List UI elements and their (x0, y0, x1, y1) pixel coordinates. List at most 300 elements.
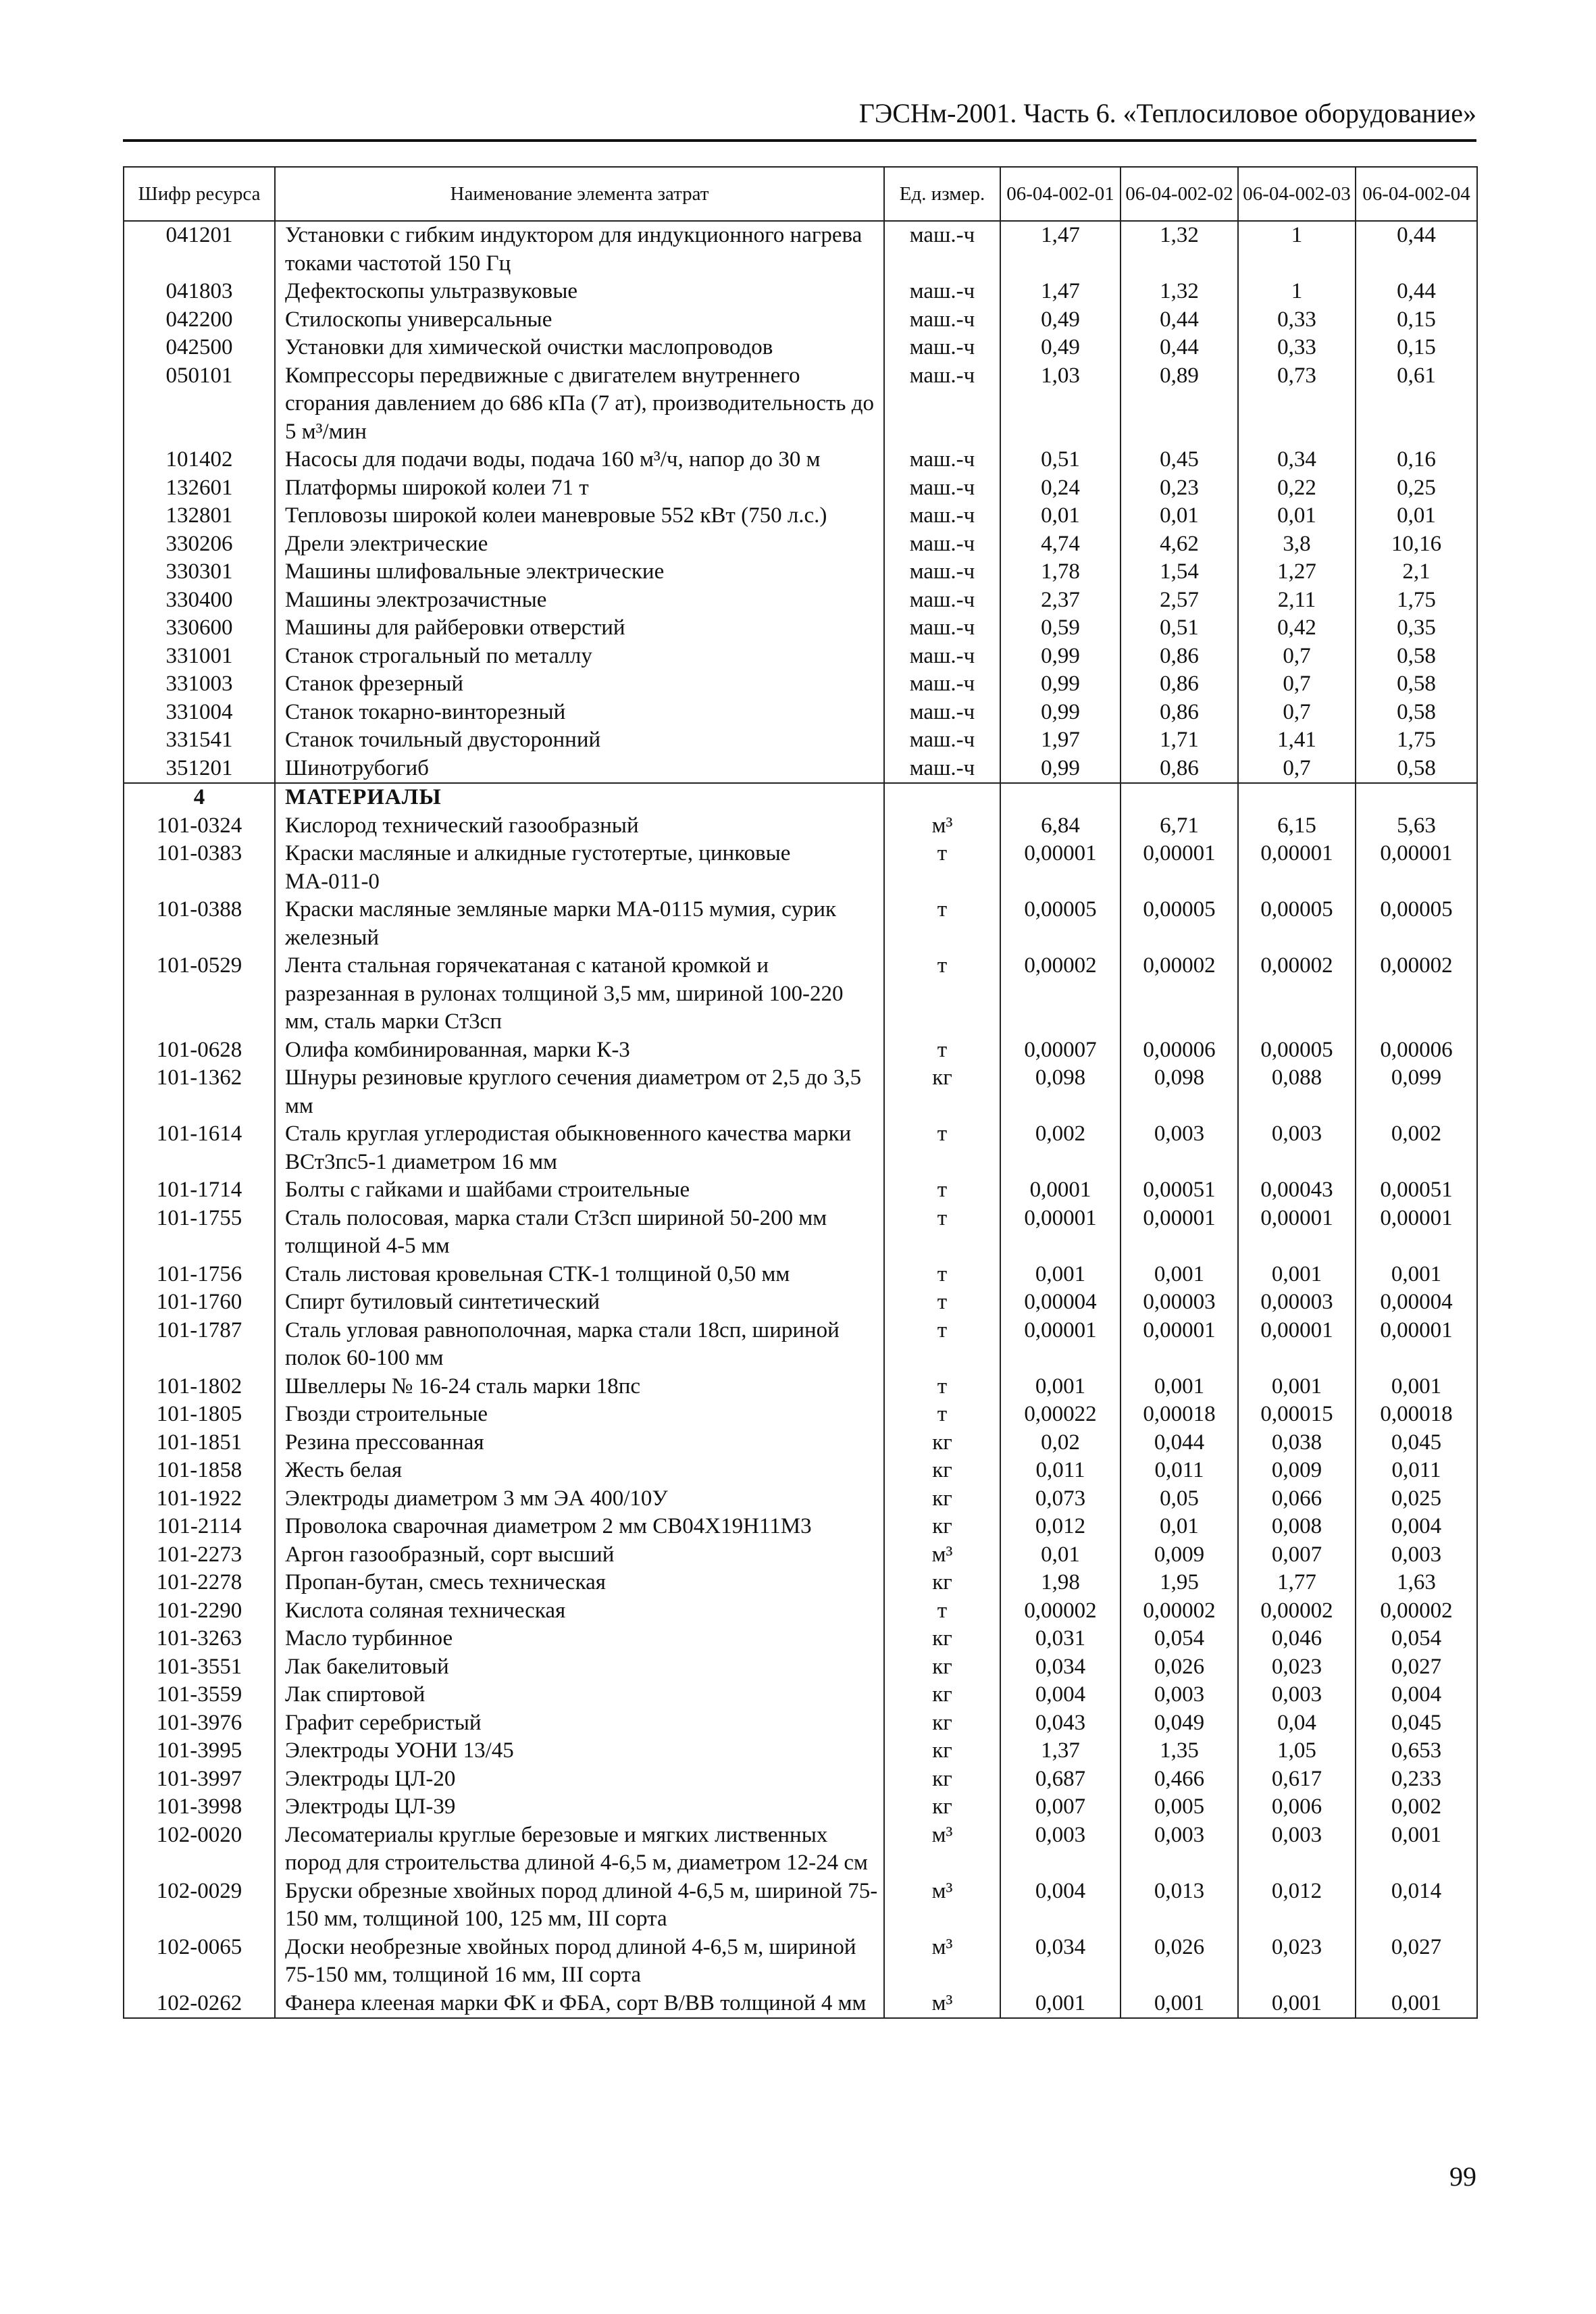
resource-name-cell: Электроды ЦЛ-39 (275, 1793, 884, 1821)
resource-name-cell: Станок точильный двусторонний (275, 726, 884, 755)
norm-value-cell: 0,00003 (1121, 1288, 1238, 1317)
unit-cell: м³ (884, 812, 1000, 840)
unit-cell: т (884, 1261, 1000, 1289)
norm-value-cell: 4,62 (1121, 530, 1238, 559)
norm-value-cell: 0,22 (1238, 474, 1356, 503)
norm-value-cell: 0,038 (1238, 1429, 1356, 1457)
column-header-norm-4: 06-04-002-04 (1356, 167, 1477, 221)
norm-value-cell: 0,00002 (1121, 952, 1238, 1036)
norm-value-cell: 0,00005 (1238, 896, 1356, 952)
resource-name-cell: Резина прессованная (275, 1429, 884, 1457)
unit-cell: кг (884, 1625, 1000, 1653)
resource-code-cell: 330301 (124, 558, 275, 586)
unit-cell: маш.-ч (884, 614, 1000, 643)
unit-cell: м³ (884, 1821, 1000, 1878)
table-row (124, 1064, 1477, 1120)
unit-cell: т (884, 1401, 1000, 1429)
resource-name-cell: Тепловозы широкой колеи маневровые 552 кВт (750 л.с.) (275, 502, 884, 530)
table-row (124, 1120, 1477, 1176)
table-row (124, 614, 1477, 643)
norm-value-cell: 6,71 (1121, 812, 1238, 840)
norm-value-cell: 10,16 (1356, 530, 1477, 559)
unit-cell: кг (884, 1765, 1000, 1794)
resource-name-cell: Швеллеры № 16-24 сталь марки 18пс (275, 1373, 884, 1401)
resource-code-cell: 050101 (124, 362, 275, 447)
table-row (124, 530, 1477, 559)
table-header-row (124, 167, 1477, 221)
norm-value-cell: 0,00001 (1238, 1205, 1356, 1261)
norm-value-cell: 0,001 (1000, 1373, 1121, 1401)
resource-code-cell: 102-0029 (124, 1878, 275, 1934)
norm-value-cell: 0,00051 (1121, 1176, 1238, 1205)
table-row (124, 446, 1477, 474)
norm-value-cell: 0,33 (1238, 306, 1356, 334)
norm-value-cell: 0,00002 (1238, 1597, 1356, 1626)
norm-value-cell: 5,63 (1356, 812, 1477, 840)
resource-name-cell: Установки для химической очистки маслопроводов (275, 334, 884, 362)
norm-value-cell: 0,003 (1121, 1821, 1238, 1878)
table-row (124, 1176, 1477, 1205)
norm-value-cell: 0,073 (1000, 1485, 1121, 1513)
norm-value-cell: 0,00001 (1000, 840, 1121, 896)
resource-code-cell: 041803 (124, 278, 275, 306)
norm-value-cell: 0,45 (1121, 446, 1238, 474)
norm-value-cell: 0,00001 (1356, 1205, 1477, 1261)
table-row (124, 840, 1477, 896)
norm-value-cell: 0,15 (1356, 334, 1477, 362)
norm-value-cell: 0,44 (1356, 221, 1477, 278)
norm-value-cell: 0,34 (1238, 446, 1356, 474)
norm-value-cell: 0,86 (1121, 670, 1238, 699)
norm-value-cell: 0,001 (1356, 1821, 1477, 1878)
norm-value-cell: 0,99 (1000, 670, 1121, 699)
norm-value-cell: 0,86 (1121, 643, 1238, 671)
resource-code-cell: 101-2290 (124, 1597, 275, 1626)
norm-value-cell: 0,088 (1238, 1064, 1356, 1120)
resource-name-cell: Дрели электрические (275, 530, 884, 559)
unit-cell: м³ (884, 1934, 1000, 1990)
unit-cell: маш.-ч (884, 446, 1000, 474)
unit-cell: кг (884, 1709, 1000, 1738)
norm-value-cell: 0,44 (1121, 334, 1238, 362)
norm-value-cell: 0,00007 (1000, 1036, 1121, 1065)
norm-value-cell: 0,42 (1238, 614, 1356, 643)
norm-value-cell: 0,00002 (1000, 952, 1121, 1036)
norm-value-cell: 0,003 (1238, 1821, 1356, 1878)
norm-value-cell: 1,98 (1000, 1569, 1121, 1597)
unit-cell: кг (884, 1513, 1000, 1541)
norm-value-cell: 0,04 (1238, 1709, 1356, 1738)
resource-code-cell: 101-0324 (124, 812, 275, 840)
resource-code-cell: 101-0628 (124, 1036, 275, 1065)
unit-cell: м³ (884, 1878, 1000, 1934)
table-row (124, 1821, 1477, 1878)
resource-name-cell: Насосы для подачи воды, подача 160 м³/ч, напор до 30 м (275, 446, 884, 474)
norm-value-cell: 0,012 (1238, 1878, 1356, 1934)
table-row (124, 1401, 1477, 1429)
unit-cell: маш.-ч (884, 474, 1000, 503)
norm-value-cell: 1,75 (1356, 586, 1477, 615)
norm-value-cell: 1,78 (1000, 558, 1121, 586)
unit-cell: кг (884, 1793, 1000, 1821)
norm-value-cell: 0,003 (1121, 1120, 1238, 1176)
table-row (124, 812, 1477, 840)
norm-value-cell: 0,86 (1121, 755, 1238, 784)
norm-value-cell: 0,002 (1356, 1120, 1477, 1176)
norm-value-cell: 0,00001 (1356, 840, 1477, 896)
norm-value-cell: 0,99 (1000, 699, 1121, 727)
norm-value-cell: 0,002 (1000, 1120, 1121, 1176)
resource-code-cell: 331003 (124, 670, 275, 699)
norm-value-cell: 0,034 (1000, 1653, 1121, 1682)
norm-value-cell: 0,00002 (1356, 1597, 1477, 1626)
norm-value-cell: 0,15 (1356, 306, 1477, 334)
norm-value-cell: 0,51 (1121, 614, 1238, 643)
norm-value-cell: 0,054 (1121, 1625, 1238, 1653)
unit-cell: маш.-ч (884, 643, 1000, 671)
norm-value-cell: 0,001 (1356, 1990, 1477, 2019)
resource-code-cell: 331541 (124, 726, 275, 755)
table-row (124, 643, 1477, 671)
norm-value-cell: 0,00006 (1121, 1036, 1238, 1065)
resource-code-cell: 101-1714 (124, 1176, 275, 1205)
norm-value-cell: 1,54 (1121, 558, 1238, 586)
norm-value-cell: 1,37 (1000, 1737, 1121, 1765)
norm-value-cell: 0,687 (1000, 1765, 1121, 1794)
norm-value-cell: 0,007 (1000, 1793, 1121, 1821)
norm-value-cell: 0,00005 (1238, 1036, 1356, 1065)
norm-value-cell: 0,00001 (1356, 1317, 1477, 1373)
norm-value-cell: 0,001 (1356, 1261, 1477, 1289)
resource-name-cell: Станок токарно-винторезный (275, 699, 884, 727)
unit-cell: маш.-ч (884, 502, 1000, 530)
resource-code-cell: 042500 (124, 334, 275, 362)
table-row (124, 1317, 1477, 1373)
norm-value-cell: 0,44 (1356, 278, 1477, 306)
norm-value-cell: 0,00001 (1121, 1317, 1238, 1373)
unit-cell: маш.-ч (884, 726, 1000, 755)
table-row (124, 502, 1477, 530)
norm-value-cell: 0,009 (1121, 1541, 1238, 1569)
norm-value-cell: 0,61 (1356, 362, 1477, 447)
norm-value-cell: 0,617 (1238, 1765, 1356, 1794)
resource-name-cell: Электроды диаметром 3 мм ЭА 400/10У (275, 1485, 884, 1513)
norm-value-cell: 0,35 (1356, 614, 1477, 643)
table-row (124, 1681, 1477, 1709)
norm-value-cell: 0,006 (1238, 1793, 1356, 1821)
unit-cell: маш.-ч (884, 278, 1000, 306)
norm-value-cell: 0,00005 (1000, 896, 1121, 952)
unit-cell: маш.-ч (884, 530, 1000, 559)
norm-value-cell: 0,58 (1356, 643, 1477, 671)
resource-name-cell: Болты с гайками и шайбами строительные (275, 1176, 884, 1205)
resource-code-cell: 101-0383 (124, 840, 275, 896)
table-row (124, 558, 1477, 586)
norm-value-cell: 0,004 (1000, 1878, 1121, 1934)
resource-code-cell: 330400 (124, 586, 275, 615)
unit-cell: т (884, 952, 1000, 1036)
table-row (124, 1765, 1477, 1794)
resource-name-cell: Электроды УОНИ 13/45 (275, 1737, 884, 1765)
resource-name-cell: Жесть белая (275, 1457, 884, 1485)
norm-value-cell: 0,001 (1121, 1261, 1238, 1289)
unit-cell: маш.-ч (884, 221, 1000, 278)
resource-name-cell: МАТЕРИАЛЫ (275, 783, 884, 812)
norm-value-cell: 0,001 (1238, 1261, 1356, 1289)
unit-cell: м³ (884, 1990, 1000, 2019)
unit-cell (884, 783, 1000, 812)
resource-name-cell: Сталь листовая кровельная СТК-1 толщиной 0,50 мм (275, 1261, 884, 1289)
resource-code-cell: 102-0020 (124, 1821, 275, 1878)
norm-value-cell: 0,009 (1238, 1457, 1356, 1485)
norm-value-cell: 0,00002 (1238, 952, 1356, 1036)
table-row (124, 1261, 1477, 1289)
table-row (124, 1878, 1477, 1934)
norm-value-cell: 0,003 (1238, 1120, 1356, 1176)
norm-value-cell: 0,01 (1121, 1513, 1238, 1541)
norm-value-cell: 0,003 (1121, 1681, 1238, 1709)
norm-value-cell: 0,7 (1238, 670, 1356, 699)
resource-name-cell: Станок строгальный по металлу (275, 643, 884, 671)
norm-value-cell: 6,84 (1000, 812, 1121, 840)
unit-cell: кг (884, 1457, 1000, 1485)
resource-code-cell: 101-2273 (124, 1541, 275, 1569)
resource-name-cell: Электроды ЦЛ-20 (275, 1765, 884, 1794)
norm-value-cell: 0,00015 (1238, 1401, 1356, 1429)
unit-cell: т (884, 1120, 1000, 1176)
norm-value-cell: 0,25 (1356, 474, 1477, 503)
norm-value-cell (1238, 783, 1356, 812)
resource-code-cell: 101-1805 (124, 1401, 275, 1429)
norm-value-cell: 1,71 (1121, 726, 1238, 755)
table-row (124, 1793, 1477, 1821)
norm-value-cell: 0,49 (1000, 334, 1121, 362)
norm-value-cell: 0,045 (1356, 1429, 1477, 1457)
resource-name-cell: Пропан-бутан, смесь техническая (275, 1569, 884, 1597)
resource-name-cell: Фанера клееная марки ФК и ФБА, сорт В/ВВ толщиной 4 мм (275, 1990, 884, 2019)
norm-value-cell: 0,027 (1356, 1934, 1477, 1990)
resource-name-cell: Сталь угловая равнополочная, марка стали 18сп, шириной полок 60-100 мм (275, 1317, 884, 1373)
resource-code-cell: 101-3995 (124, 1737, 275, 1765)
resource-code-cell: 042200 (124, 306, 275, 334)
resource-name-cell: Лак бакелитовый (275, 1653, 884, 1682)
norm-value-cell: 1,47 (1000, 278, 1121, 306)
norm-value-cell: 0,00001 (1238, 1317, 1356, 1373)
norm-value-cell: 0,00005 (1121, 896, 1238, 952)
norm-value-cell: 0,023 (1238, 1934, 1356, 1990)
norm-value-cell: 0,046 (1238, 1625, 1356, 1653)
norm-value-cell: 0,00043 (1238, 1176, 1356, 1205)
norm-value-cell: 0,00022 (1000, 1401, 1121, 1429)
table-row (124, 1709, 1477, 1738)
unit-cell: кг (884, 1569, 1000, 1597)
table-row (124, 1569, 1477, 1597)
resource-code-cell: 101-3976 (124, 1709, 275, 1738)
norm-value-cell: 0,027 (1356, 1653, 1477, 1682)
resource-code-cell: 101-1614 (124, 1120, 275, 1176)
norm-value-cell: 0,023 (1238, 1653, 1356, 1682)
norm-value-cell: 0,00001 (1238, 840, 1356, 896)
norm-value-cell: 0,005 (1121, 1793, 1238, 1821)
norm-value-cell: 0,00006 (1356, 1036, 1477, 1065)
resource-code-cell: 132801 (124, 502, 275, 530)
norm-value-cell: 0,00005 (1356, 896, 1477, 952)
resource-code-cell: 101-1922 (124, 1485, 275, 1513)
resource-code-cell: 101-3551 (124, 1653, 275, 1682)
norm-value-cell: 0,001 (1356, 1373, 1477, 1401)
resource-code-cell: 101-3998 (124, 1793, 275, 1821)
norm-value-cell: 0,89 (1121, 362, 1238, 447)
norm-value-cell: 0,59 (1000, 614, 1121, 643)
norm-value-cell: 0,01 (1000, 502, 1121, 530)
table-row (124, 1288, 1477, 1317)
norm-value-cell: 1 (1238, 278, 1356, 306)
resource-name-cell: Машины шлифовальные электрические (275, 558, 884, 586)
resource-code-cell: 101-0388 (124, 896, 275, 952)
table-row (124, 952, 1477, 1036)
norm-value-cell: 0,011 (1000, 1457, 1121, 1485)
resource-code-cell: 331004 (124, 699, 275, 727)
resource-name-cell: Бруски обрезные хвойных пород длиной 4-6,5 м, шириной 75-150 мм, толщиной 100, 125 мм, III сорта (275, 1878, 884, 1934)
norm-value-cell: 0,003 (1238, 1681, 1356, 1709)
header-rule (123, 139, 1476, 142)
norm-value-cell: 0,026 (1121, 1934, 1238, 1990)
column-header-unit: Ед. измер. (884, 167, 1000, 221)
table-row (124, 334, 1477, 362)
resource-code-cell: 101-1756 (124, 1261, 275, 1289)
unit-cell: маш.-ч (884, 334, 1000, 362)
resource-name-cell: Дефектоскопы ультразвуковые (275, 278, 884, 306)
table-row (124, 755, 1477, 784)
norm-value-cell: 0,01 (1121, 502, 1238, 530)
table-row (124, 474, 1477, 503)
resource-name-cell: Масло турбинное (275, 1625, 884, 1653)
resource-code-cell: 101-2114 (124, 1513, 275, 1541)
resource-code-cell: 102-0262 (124, 1990, 275, 2019)
column-header-code: Шифр ресурса (124, 167, 275, 221)
resource-table (123, 166, 1478, 2019)
norm-value-cell: 1,95 (1121, 1569, 1238, 1597)
norm-value-cell: 0,23 (1121, 474, 1238, 503)
norm-value-cell: 0,003 (1000, 1821, 1121, 1878)
norm-value-cell: 0,001 (1238, 1373, 1356, 1401)
resource-name-cell: Машины для райберовки отверстий (275, 614, 884, 643)
unit-cell: кг (884, 1681, 1000, 1709)
resource-code-cell: 101-2278 (124, 1569, 275, 1597)
table-row (124, 362, 1477, 447)
resource-code-cell: 101-3559 (124, 1681, 275, 1709)
norm-value-cell: 0,49 (1000, 306, 1121, 334)
norm-value-cell: 1,03 (1000, 362, 1121, 447)
norm-value-cell: 0,045 (1356, 1709, 1477, 1738)
norm-value-cell: 0,00051 (1356, 1176, 1477, 1205)
unit-cell: маш.-ч (884, 699, 1000, 727)
norm-value-cell: 0,00001 (1121, 840, 1238, 896)
resource-code-cell: 101-1802 (124, 1373, 275, 1401)
column-header-norm-2: 06-04-002-02 (1121, 167, 1238, 221)
table-row (124, 1036, 1477, 1065)
norm-value-cell: 0,00004 (1000, 1288, 1121, 1317)
norm-value-cell: 0,001 (1121, 1373, 1238, 1401)
norm-value-cell: 0,00002 (1356, 952, 1477, 1036)
resource-code-cell: 101-1858 (124, 1457, 275, 1485)
norm-value-cell: 0,00001 (1121, 1205, 1238, 1261)
table-row (124, 726, 1477, 755)
table-body (124, 221, 1477, 2018)
norm-value-cell: 0,00001 (1000, 1317, 1121, 1373)
norm-value-cell: 0,44 (1121, 306, 1238, 334)
norm-value-cell: 1,41 (1238, 726, 1356, 755)
table-row (124, 1205, 1477, 1261)
norm-value-cell: 0,24 (1000, 474, 1121, 503)
norm-value-cell: 0,00001 (1000, 1205, 1121, 1261)
resource-code-cell: 101-3263 (124, 1625, 275, 1653)
norm-value-cell: 0,049 (1121, 1709, 1238, 1738)
norm-value-cell: 1,77 (1238, 1569, 1356, 1597)
column-header-name: Наименование элемента затрат (275, 167, 884, 221)
table-row (124, 586, 1477, 615)
norm-value-cell (1121, 783, 1238, 812)
resource-name-cell: Краски масляные земляные марки МА-0115 мумия, сурик железный (275, 896, 884, 952)
norm-value-cell: 0,7 (1238, 699, 1356, 727)
resource-name-cell: Машины электрозачистные (275, 586, 884, 615)
unit-cell: т (884, 1317, 1000, 1373)
norm-value-cell: 0,099 (1356, 1064, 1477, 1120)
table-row (124, 306, 1477, 334)
resource-code-cell: 101-1362 (124, 1064, 275, 1120)
resource-name-cell: Краски масляные и алкидные густотертые, цинковые МА-011-0 (275, 840, 884, 896)
unit-cell: кг (884, 1737, 1000, 1765)
norm-value-cell: 0,58 (1356, 670, 1477, 699)
resource-code-cell: 132601 (124, 474, 275, 503)
norm-value-cell: 1,75 (1356, 726, 1477, 755)
norm-value-cell: 0,013 (1121, 1878, 1238, 1934)
norm-value-cell: 0,031 (1000, 1625, 1121, 1653)
norm-value-cell: 0,001 (1238, 1990, 1356, 2019)
norm-value-cell: 0,58 (1356, 755, 1477, 784)
norm-value-cell: 1,32 (1121, 221, 1238, 278)
resource-code-cell: 330600 (124, 614, 275, 643)
norm-value-cell: 1,32 (1121, 278, 1238, 306)
norm-value-cell: 0,007 (1238, 1541, 1356, 1569)
norm-value-cell: 0,00018 (1121, 1401, 1238, 1429)
norm-value-cell: 0,01 (1238, 502, 1356, 530)
table-row (124, 1737, 1477, 1765)
resource-code-cell: 101-0529 (124, 952, 275, 1036)
norm-value-cell: 0,001 (1000, 1990, 1121, 2019)
norm-value-cell: 1,63 (1356, 1569, 1477, 1597)
resource-code-cell: 351201 (124, 755, 275, 784)
norm-value-cell: 1,97 (1000, 726, 1121, 755)
resource-name-cell: Проволока сварочная диаметром 2 мм СВ04Х19Н11М3 (275, 1513, 884, 1541)
resource-code-cell: 330206 (124, 530, 275, 559)
norm-value-cell: 2,57 (1121, 586, 1238, 615)
norm-value-cell: 0,003 (1356, 1541, 1477, 1569)
norm-value-cell: 0,653 (1356, 1737, 1477, 1765)
norm-value-cell: 0,012 (1000, 1513, 1121, 1541)
norm-value-cell (1000, 783, 1121, 812)
table-row (124, 221, 1477, 278)
table-row (124, 1625, 1477, 1653)
resource-name-cell: Установки с гибким индуктором для индукционного нагрева токами частотой 150 Гц (275, 221, 884, 278)
resource-code-cell: 041201 (124, 221, 275, 278)
norm-value-cell: 0,004 (1356, 1681, 1477, 1709)
resource-name-cell: Лента стальная горячекатаная с катаной кромкой и разрезанная в рулонах толщиной 3,5 мм, шириной 100-220 мм, сталь марки Ст3сп (275, 952, 884, 1036)
norm-value-cell: 6,15 (1238, 812, 1356, 840)
norm-value-cell: 0,05 (1121, 1485, 1238, 1513)
table-row (124, 1990, 1477, 2019)
resource-name-cell: Кислород технический газообразный (275, 812, 884, 840)
